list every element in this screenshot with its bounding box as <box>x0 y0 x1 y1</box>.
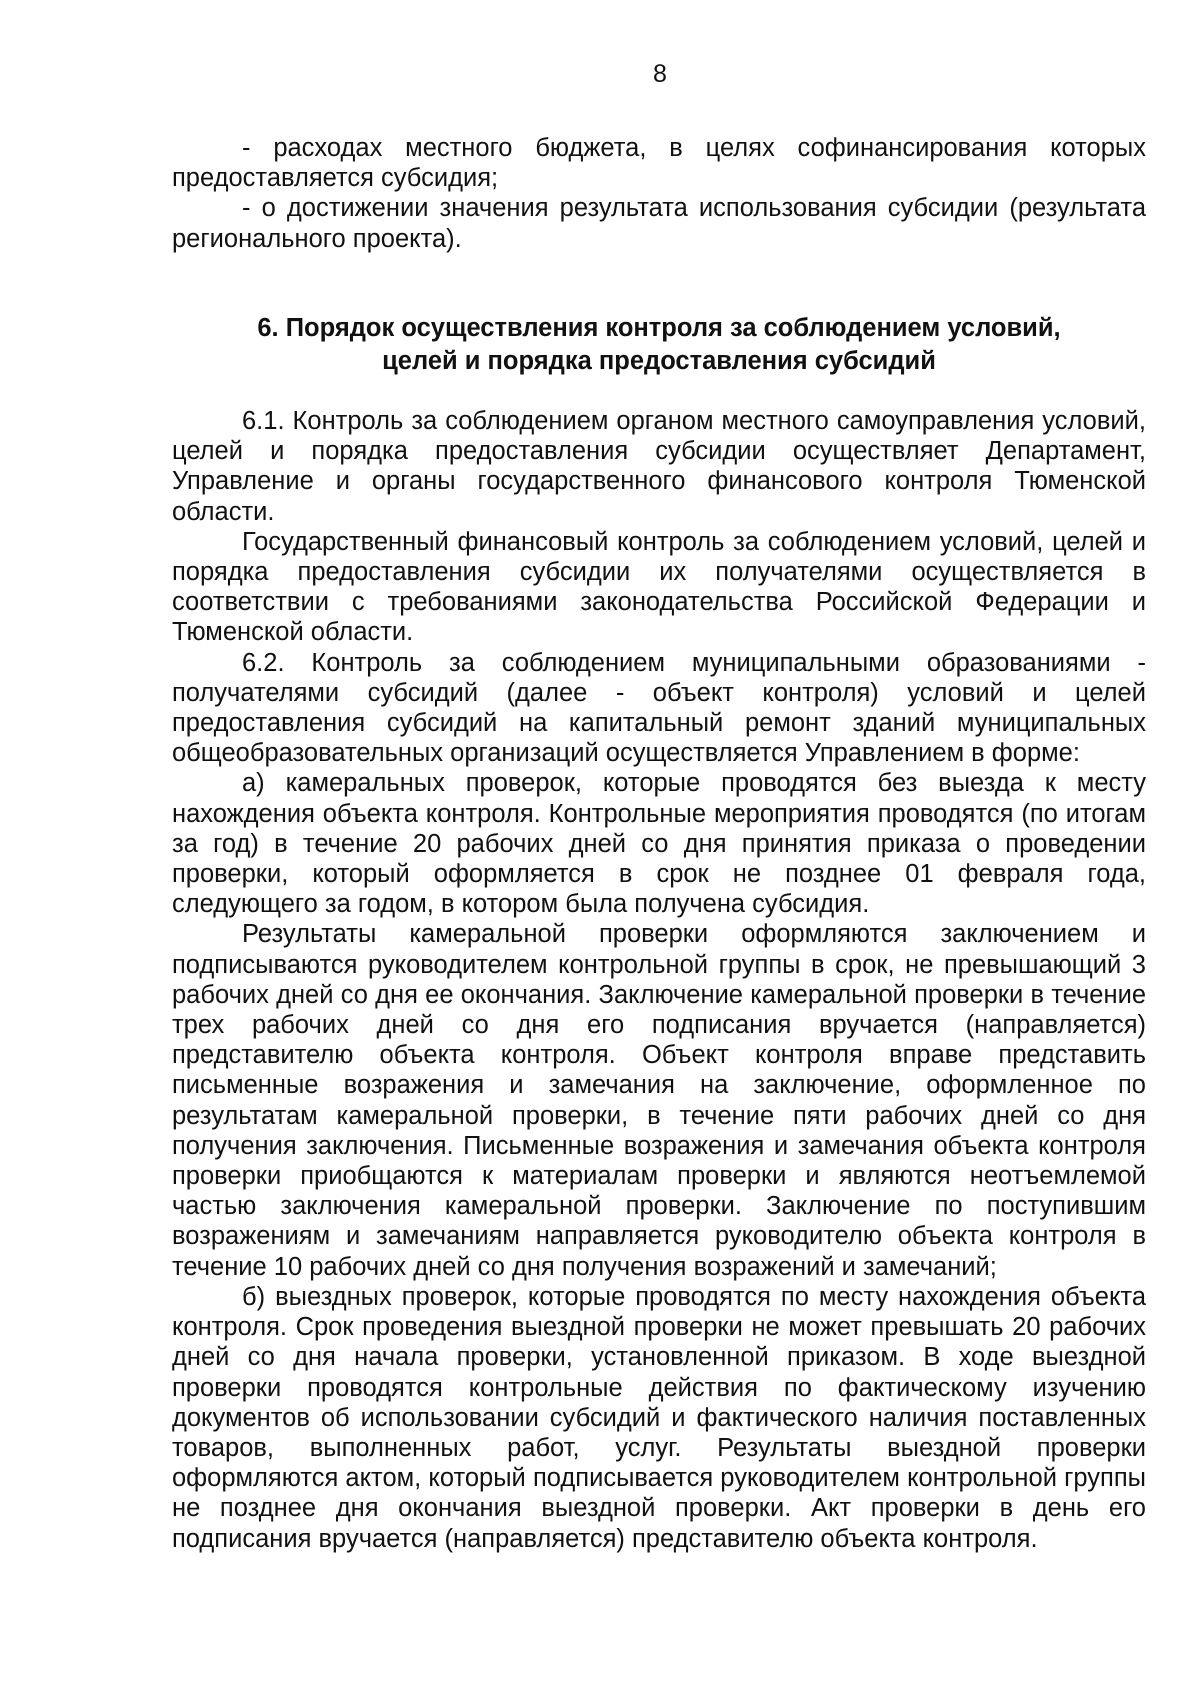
intro-block <box>172 133 1146 254</box>
paragraph-field-audits: б) выездных проверок, которые проводятся по месту нахождения объекта контроля. Срок проведения выездной проверки не может превышать 20 рабочих дней со дня начала проверки, установленной приказом. В ходе выездной проверки проводятся контрольные действия по фактическому изучению документов об использовании субсидий и фактического наличия поставленных товаров, выполненных работ, услуг. Результаты выездной проверки оформляются актом, который подписывается руководителем контрольной группы не позднее дня окончания выездной проверки. Акт проверки в день его подписания вручается (направляется) представителю объекта контроля. <box>172 1282 1146 1553</box>
intro-item: - о достижении значения результата использования субсидии (результата регионального проекта). <box>172 194 1146 253</box>
section-heading-line-1: 6. Порядок осуществления контроля за соблюдением условий, <box>257 314 1061 342</box>
section-heading-line-2: целей и порядка предоставления субсидий <box>382 347 936 375</box>
section-heading <box>172 312 1146 378</box>
paragraph-6-1: 6.1. Контроль за соблюдением органом местного самоуправления условий, целей и порядка предоставления субсидии осуществляет Департамент, Управление и органы государственного финансового контроля Тюменской области. <box>172 407 1146 526</box>
section-body <box>172 406 1146 1554</box>
paragraph-6-2: 6.2. Контроль за соблюдением муниципальными образованиями - получателями субсидий (далее - объект контроля) условий и целей предоставления субсидий на капитальный ремонт зданий муниципальных общеобразовательных организаций осуществляется Управлением в форме: <box>172 648 1146 768</box>
paragraph-desk-audit-results: Результаты камеральной проверки оформляются заключением и подписываются руководителем контрольной группы в срок, не превышающий 3 рабочих дней со дня ее окончания. Заключение камеральной проверки в течение трех рабочих дней со дня его подписания вручается (направляется) представителю объекта контроля. Объект контроля вправе представить письменные возражения и замечания на заключение, оформленное по результатам камеральной проверки, в течение пяти рабочих дней со дня получения заключения. Письменные возражения и замечания объекта контроля проверки приобщаются к материалам проверки и являются неотъемлемой частью заключения камеральной проверки. Заключение по поступившим возражениям и замечаниям направляется руководителю объекта контроля в течение 10 рабочих дней со дня получения возражений и замечаний; <box>172 920 1146 1281</box>
paragraph-state-control: Государственный финансовый контроль за соблюдением условий, целей и порядка предоставления субсидии их получателями осуществляется в соответствии с требованиями законодательства Российской Федерации и Тюменской области. <box>172 527 1146 647</box>
paragraph-desk-audits: а) камеральных проверок, которые проводятся без выезда к месту нахождения объекта контроля. Контрольные мероприятия проводятся (по итогам за год) в течение 20 рабочих дней со дня принятия приказа о проведении проверки, который оформляется в срок не позднее 01 февраля года, следующего за годом, в котором была получена субсидия. <box>172 769 1146 919</box>
page-number: 8 <box>653 60 667 88</box>
intro-item: - расходах местного бюджета, в целях софинансирования которых предоставляется субсидия; <box>172 134 1146 193</box>
